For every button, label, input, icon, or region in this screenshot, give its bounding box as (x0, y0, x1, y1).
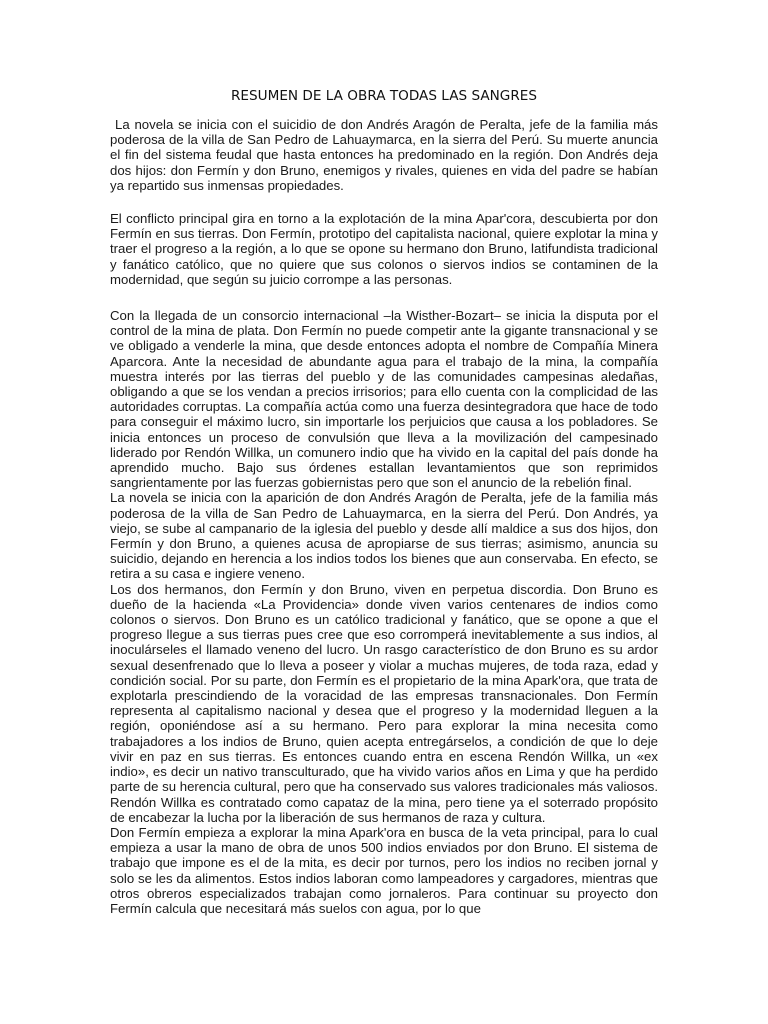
paragraph-block-1: Con la llegada de un consorcio internacional –la Wisther-Bozart– se inicia la disputa por el control de la mina de plata. Don Fermín no puede competir ante la gigante transnacional y se ve obligado a venderle la mina, que desde entonces adopta el nombre de Compañía Minera Aparcora. Ante la necesidad de abundante agua para el trabajo de la mina, la compañía muestra interés por las tierras del pueblo y de las comunidades campesinas aledañas, obligando a que se los vendan a precios irrisorios; para ello cuenta con la complicidad de las autoridades corruptas. La compañía actúa como una fuerza desintegradora que hace de todo para conseguir el máximo lucro, sin importarle los perjuicios que causa a los pobladores. Se inicia entonces un proceso de convulsión que lleva a la movilización del campesinado liderado por Rendón Willka, un comunero indio que ha vivido en la capital del país donde ha aprendido mucho. Bajo sus órdenes estallan levantamientos que son reprimidos sangrientamente por las fuerzas gobiernistas pero que son el anuncio de la rebelión final. (110, 308, 658, 491)
paragraph-intro: La novela se inicia con el suicidio de don Andrés Aragón de Peralta, jefe de la familia más poderosa de la villa de San Pedro de Lahuaymarca, en la sierra del Perú. Su muerte anuncia el fin del sistema feudal que hasta entonces ha predominado en la región. Don Andrés deja dos hijos: don Fermín y don Bruno, enemigos y rivales, quienes en vida del padre se habían ya repartido sus inmensas propiedades. (110, 117, 658, 193)
paragraph-consortium (110, 308, 658, 916)
paragraph-conflict: El conflicto principal gira en torno a la explotación de la mina Apar'cora, descubierta por don Fermín en sus tierras. Don Fermín, prototipo del capitalista nacional, quiere explotar la mina y traer el progreso a la región, a lo que se opone su hermano don Bruno, latifundista tradicional y fanático católico, que no quiere que sus colonos o siervos indios se contaminen de la modernidad, que según su juicio corrompe a las personas. (110, 211, 658, 287)
paragraph-block-2: La novela se inicia con la aparición de don Andrés Aragón de Peralta, jefe de la familia más poderosa de la villa de San Pedro de Lahuaymarca, en la sierra del Perú. Don Andrés, ya viejo, se sube al campanario de la iglesia del pueblo y desde allí maldice a sus dos hijos, don Fermín y don Bruno, a quienes acusa de apropiarse de sus tierras; asimismo, anuncia su suicidio, dejando en herencia a los indios todos los bienes que aun conservaba. En efecto, se retira a su casa e ingiere veneno. (110, 490, 658, 582)
document-title: RESUMEN DE LA OBRA TODAS LAS SANGRES (230, 88, 537, 104)
paragraph-block-3: Los dos hermanos, don Fermín y don Bruno, viven en perpetua discordia. Don Bruno es dueño de la hacienda «La Providencia» donde viven varios centenares de indios como colonos o siervos. Don Bruno es un católico tradicional y fanático, que se opone a que el progreso llegue a sus tierras pues cree que eso corromperá inevitablemente a sus indios, al inoculárseles el llamado veneno del lucro. Un rasgo característico de don Bruno es su ardor sexual desenfrenado que lo lleva a poseer y violar a muchas mujeres, de toda raza, edad y condición social. Por su parte, don Fermín es el propietario de la mina Apark'ora, que trata de explotarla prescindiendo de la voracidad de las empresas transnacionales. Don Fermín representa al capitalismo nacional y desea que el progreso y la modernidad lleguen a la región, oponiéndose así a su hermano. Pero para explorar la mina necesita como trabajadores a los indios de Bruno, quien acepta entregárselos, a condición de que lo deje vivir en paz en sus tierras. Es entonces cuando entra en escena Rendón Willka, un «ex indio», es decir un nativo transculturado, que ha vivido varios años en Lima y que ha perdido parte de su herencia cultural, pero que ha conservado sus valores tradicionales más valiosos. Rendón Willka es contratado como capataz de la mina, pero tiene ya el soterrado propósito de encabezar la lucha por la liberación de sus hermanos de raza y cultura. (110, 581, 658, 825)
paragraph-block-4: Don Fermín empieza a explorar la mina Apark'ora en busca de la veta principal, para lo cual empieza a usar la mano de obra de unos 500 indios enviados por don Bruno. El sistema de trabajo que impone es el de la mita, es decir por turnos, pero los indios no reciben jornal y solo se les da alimentos. Estos indios laboran como lampeadores y cargadores, mientras que otros obreros especializados trabajan como jornaleros. Para continuar su proyecto don Fermín calcula que necesitará más suelos con agua, por lo que (110, 824, 658, 916)
